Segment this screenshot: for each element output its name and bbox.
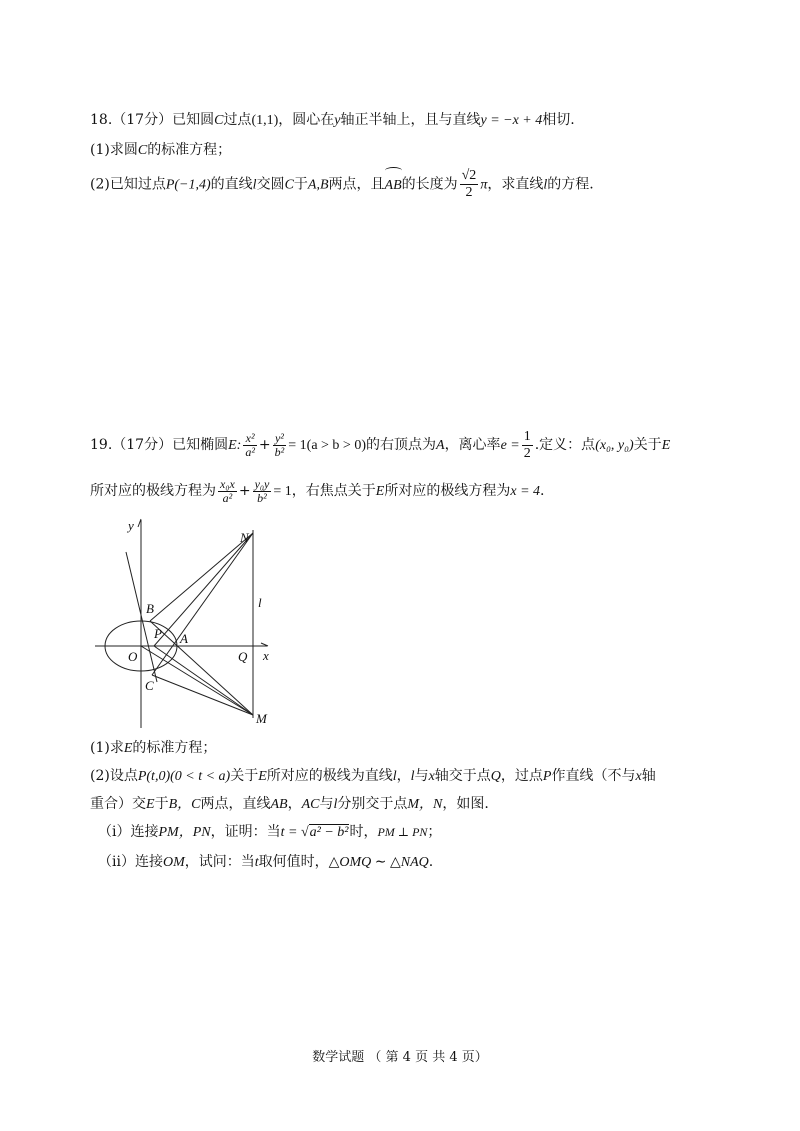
- label-c: C: [145, 678, 154, 693]
- p19-q1: (1)求E的标准方程；: [90, 740, 217, 756]
- segment-om: [141, 646, 253, 715]
- page-footer: 数学试题 （ 第 4 页 共 4 页）: [312, 1050, 488, 1065]
- label-l: l: [258, 595, 262, 610]
- label-n: N: [240, 530, 249, 545]
- p19-part-i: （i）连接PM，PN，证明：当t = √a² − b²时，PM ⊥ PN；: [98, 822, 441, 843]
- p19-line1: 19.（17分）已知椭圆E: $\frac{\text{x²}}{\text{a²}}$ + $\frac{\text{y²}}{\text{b²}}$ = 1(a > b > 0)的右顶点为A，离心率e = $\frac{1}{2}$ .定义：点(x₀, y₀)关于E: [90, 428, 671, 461]
- label-p: P: [154, 626, 162, 641]
- p18-line1: 18.（17分）已知圆C过点(1,1)，圆心在y轴正半轴上，且与直线y = −x + 4相切.: [90, 112, 575, 128]
- eccentricity-fraction: $\frac{1}{2}$: [523, 428, 531, 461]
- segment-pn: [154, 533, 253, 646]
- p19-q2-line1: (2)设点P(t,0)(0 < t < a)关于E所对应的极线为直线l，l与x轴交于点Q，过点P作直线（不与x轴: [90, 768, 656, 784]
- p19-q2-line2: 重合）交E于B，C两点，直线AB，AC与l分别交于点M，N，如图.: [90, 796, 489, 812]
- label-y: y: [128, 518, 134, 533]
- p18-q1: (1)求圆C的标准方程；: [90, 142, 232, 158]
- label-m: M: [256, 711, 267, 726]
- line-ac-m: [152, 675, 253, 715]
- ellipse-x-term: $\frac{\text{x²}}{\text{a²}}$: [245, 430, 255, 459]
- label-q: Q: [238, 649, 248, 664]
- label-a: A: [180, 631, 188, 646]
- arc-length-fraction: $\frac{√2}{2}$: [461, 168, 477, 200]
- ellipse-y-term: $\frac{\text{y²}}{\text{b²}}$: [274, 430, 285, 459]
- label-o: O: [128, 649, 138, 664]
- line-ab-n: [150, 533, 253, 621]
- p19-line2: 所对应的极线方程为 $\frac{\text{x₀x}}{\text{a²}}$ + $\frac{\text{y₀y}}{\text{b²}}$ = 1，右焦点关于E所对应的极线方程为x = 4.: [90, 476, 545, 505]
- label-x: x: [263, 648, 269, 663]
- label-b: B: [146, 601, 154, 616]
- p18-q2: (2)已知过点P(−1,4)的直线l交圆C于A,B两点，且AB的长度为 $\frac{√2}{2}$ π，求直线l的方程.: [90, 168, 594, 200]
- sqrt-expression: √a² − b²: [300, 825, 349, 840]
- arc-ab: AB: [385, 171, 402, 201]
- polar-x-term: $\frac{\text{x₀x}}{\text{a²}}$: [220, 476, 235, 505]
- line-bm: [150, 621, 253, 715]
- ellipse-figure: [95, 515, 295, 730]
- p19-part-ii: （ii）连接OM，试问：当t取何值时，△OMQ ∼ △NAQ.: [98, 854, 434, 870]
- polar-y-term: $\frac{\text{y₀y}}{\text{b²}}$: [254, 476, 270, 505]
